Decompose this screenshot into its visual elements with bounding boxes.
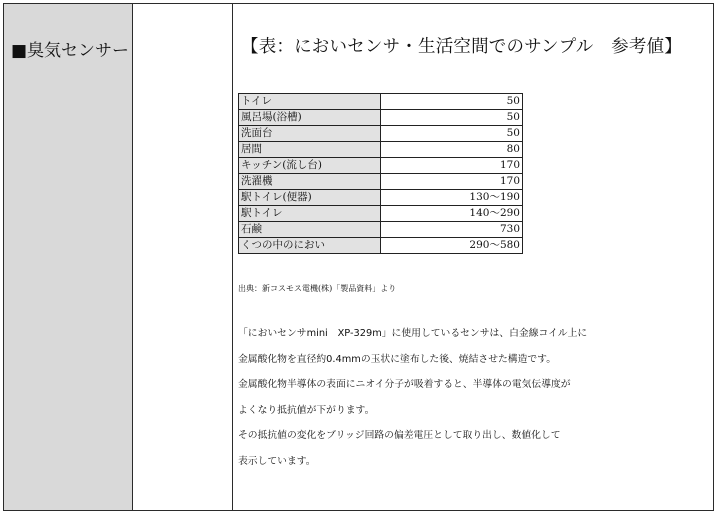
row-value: 50 [381, 94, 523, 110]
row-name: 居間 [239, 142, 381, 158]
description-line: その抵抗値の変化をブリッジ回路の偏差電圧として取り出し、数値化して [238, 430, 561, 441]
table-row [239, 222, 523, 238]
row-value: 80 [381, 142, 523, 158]
row-value: 730 [381, 222, 523, 238]
description-line: よくなり抵抗値が下がります。 [238, 404, 375, 416]
section-title: ■臭気センサー [11, 41, 130, 61]
table-row [239, 206, 523, 222]
row-name: キッチン(流し台) [239, 158, 381, 174]
row-value: 130〜190 [381, 190, 523, 206]
description-line: 金属酸化物半導体の表面にニオイ分子が吸着すると、半導体の電気伝導度が [238, 379, 571, 390]
row-name: 石鹸 [239, 222, 381, 238]
row-value: 170 [381, 158, 523, 174]
document-frame [3, 3, 714, 511]
table-row [239, 190, 523, 206]
table-row [239, 142, 523, 158]
row-name: 洗濯機 [239, 174, 381, 190]
table-row [239, 110, 523, 126]
row-name: トイレ [239, 94, 381, 110]
row-value: 50 [381, 110, 523, 126]
row-value: 290〜580 [381, 238, 523, 254]
table-row [239, 238, 523, 254]
description-line: 金属酸化物を直径約0.4mmの玉状に塗布した後、焼結させた構造です。 [238, 353, 556, 365]
odor-reference-table [238, 93, 523, 254]
row-name: 洗面台 [239, 126, 381, 142]
row-name: 駅トイレ [239, 206, 381, 222]
table-row [239, 126, 523, 142]
description-line: 「においセンサmini XP-329m」に使用しているセンサは、白金線コイル上に [238, 328, 588, 339]
middle-column [133, 4, 233, 510]
description-line: 表示しています。 [238, 455, 316, 467]
row-value: 50 [381, 126, 523, 142]
source-note: 出典：新コスモス電機(株)「製品資料」より [238, 284, 397, 293]
row-value: 140〜290 [381, 206, 523, 222]
row-name: くつの中のにおい [239, 238, 381, 254]
content-column [233, 4, 713, 510]
table-row [239, 158, 523, 174]
description-block [238, 327, 587, 480]
row-name: 駅トイレ(便器) [239, 190, 381, 206]
table-row [239, 174, 523, 190]
table-row [239, 94, 523, 110]
row-name: 風呂場(浴槽) [239, 110, 381, 126]
table-title: 【表：においセンサ・生活空間でのサンプル 参考値】 [241, 37, 682, 57]
left-column [4, 4, 133, 510]
row-value: 170 [381, 174, 523, 190]
